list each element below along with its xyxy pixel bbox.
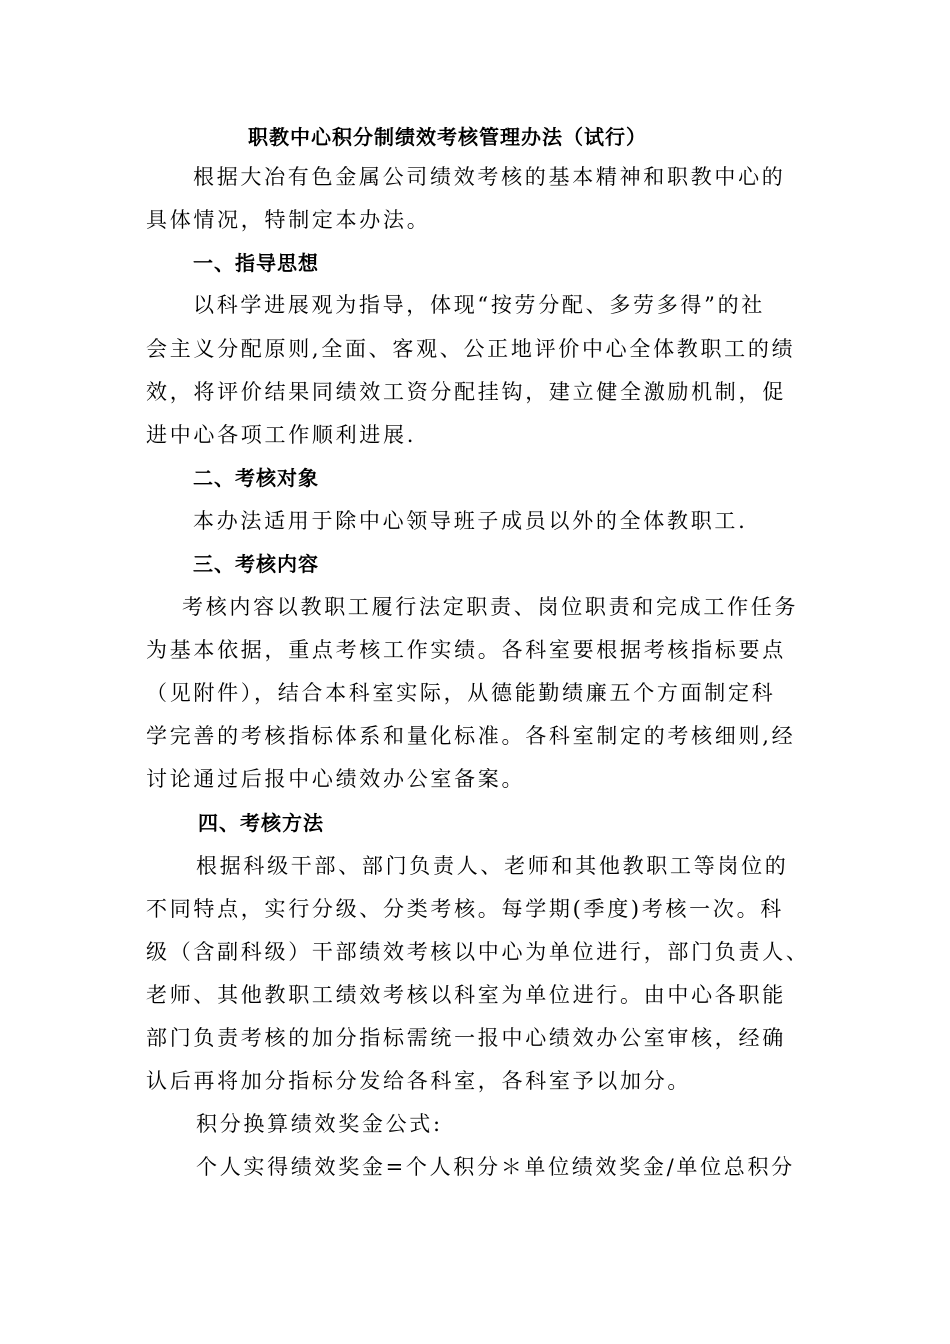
paragraph-line: 级（含副科级）干部绩效考核以中心为单位进行，部门负责人、	[146, 940, 810, 964]
paragraph-line: 认后再将加分指标分发给各科室，各科室予以加分。	[146, 1069, 692, 1093]
intro-line: 根据大冶有色金属公司绩效考核的基本精神和职教中心的	[193, 165, 786, 189]
paragraph-line: （见附件），结合本科室实际，从德能勤绩廉五个方面制定科	[146, 681, 776, 705]
formula: 个人实得绩效奖金=个人积分＊单位绩效奖金/单位总积分	[196, 1155, 795, 1179]
paragraph-line: 效，将评价结果同绩效工资分配挂钩，建立健全激励机制，促	[146, 380, 786, 404]
paragraph-line: 本办法适用于除中心领导班子成员以外的全体教职工.	[193, 509, 748, 533]
paragraph-line: 讨论通过后报中心绩效办公室备案。	[146, 767, 526, 791]
section-heading: 四、考核方法	[198, 811, 324, 835]
paragraph-line: 考核内容以教职工履行法定职责、岗位职责和完成工作任务	[182, 595, 799, 619]
paragraph-line: 为基本依据，重点考核工作实绩。各科室要根据考核指标要点	[146, 638, 786, 662]
formula-label: 积分换算绩效奖金公式:	[196, 1112, 443, 1136]
paragraph-line: 学完善的考核指标体系和量化标准。各科室制定的考核细则,经	[146, 724, 796, 748]
paragraph-line: 进中心各项工作顺利进展.	[146, 423, 417, 447]
paragraph-line: 部门负责考核的加分指标需统一报中心绩效办公室审核，经确	[146, 1026, 786, 1050]
section-heading: 二、考核对象	[193, 466, 319, 490]
document-title: 职教中心积分制绩效考核管理办法（试行）	[248, 125, 647, 149]
paragraph-line: 根据科级干部、部门负责人、老师和其他教职工等岗位的	[196, 854, 789, 878]
paragraph-line: 会主义分配原则,全面、客观、公正地评价中心全体教职工的绩	[146, 337, 796, 361]
section-heading: 三、考核内容	[193, 552, 319, 576]
section-heading: 一、指导思想	[193, 251, 319, 275]
intro-line: 具体情况，特制定本办法。	[146, 208, 431, 232]
paragraph-line: 老师、其他教职工绩效考核以科室为单位进行。由中心各职能	[146, 983, 786, 1007]
paragraph-line: 以科学进展观为指导，体现“按劳分配、多劳多得”的社	[193, 293, 765, 317]
paragraph-line: 不同特点，实行分级、分类考核。每学期(季度)考核一次。科	[146, 897, 784, 921]
